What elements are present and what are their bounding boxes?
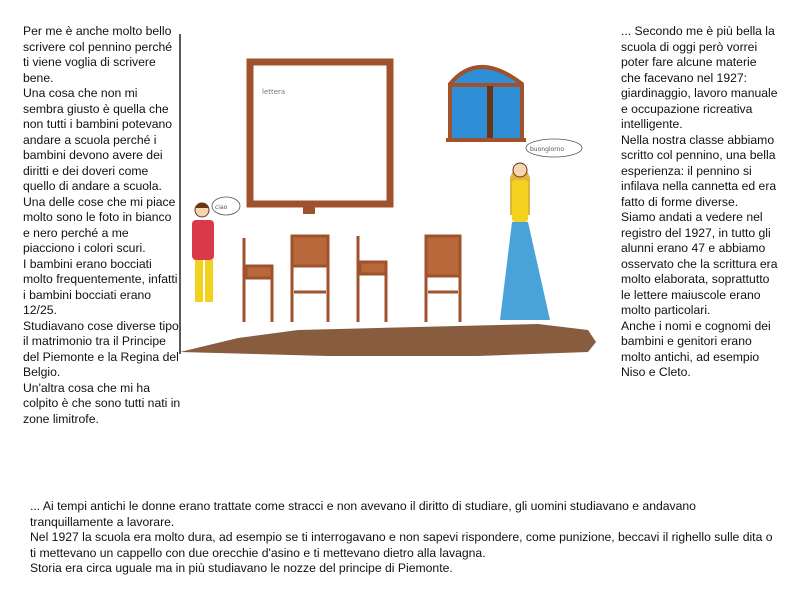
left-paragraph: Una delle cose che mi piace molto sono le foto in bianco e nero perché a me piacciono i colori scuri. bbox=[23, 194, 176, 255]
left-paragraph: I bambini erano bocciati molto frequentemente, infatti i bambini bocciati erano 12/25. bbox=[23, 256, 178, 317]
right-paragraph: Siamo andati a vedere nel registro del 1927, in tutto gli alunni erano 47 e abbiamo osservato che la scrittura era molto elaborata, soprattutto le lettere maiuscole erano molto particolari. bbox=[621, 210, 778, 317]
floor bbox=[180, 324, 596, 356]
right-paragraph: Anche i nomi e cognomi dei bambini e genitori erano molto antichi, ad esempio Niso e Cleto. bbox=[621, 318, 771, 379]
blackboard-icon bbox=[250, 62, 390, 214]
right-paragraph: Nella nostra classe abbiamo scritto col pennino, una bella esperienza: il pennino si infilava nella cannetta ed era fatto di forme diverse. bbox=[621, 132, 777, 209]
left-text-column bbox=[23, 24, 181, 427]
chair-icon bbox=[244, 238, 272, 322]
boy-figure bbox=[192, 197, 240, 302]
chair-icon bbox=[426, 236, 460, 322]
bottom-paragraph: Storia era circa uguale ma in più studiavano le nozze del principe di Piemonte. bbox=[30, 561, 453, 575]
chair-icon bbox=[292, 236, 328, 322]
svg-text:ciao: ciao bbox=[215, 204, 228, 211]
bottom-text bbox=[30, 499, 780, 577]
window-icon bbox=[446, 67, 526, 142]
bottom-paragraph: Nel 1927 la scuola era molto dura, ad esempio se ti interrogavano e non sapevi rispondere, come punizione, beccavi il righello sulle dita o ti mettevano un cappello con due orecchie d'asino e ti mettevano dietro alla lavagna. bbox=[30, 530, 773, 560]
right-paragraph: ... Secondo me è più bella la scuola di oggi però vorrei poter fare alcune materie che facevano nel 1927: giardinaggio, lavoro manuale e occupazione ricreativa intelligente. bbox=[621, 24, 778, 131]
right-text-column bbox=[621, 24, 779, 381]
left-paragraph: Per me è anche molto bello scrivere col pennino perché ti viene voglia di scrivere bene. bbox=[23, 24, 173, 85]
blackboard-text: lettera bbox=[262, 88, 286, 96]
classroom-drawing bbox=[178, 30, 618, 360]
bottom-paragraph: ... Ai tempi antichi le donne erano trattate come stracci e non avevano il diritto di studiare, gli uomini studiavano e andavano tranquillamente a lavorare. bbox=[30, 499, 696, 529]
chair-icon bbox=[358, 236, 386, 322]
svg-text:buongiorno: buongiorno bbox=[530, 146, 565, 153]
left-paragraph: Studiavano cose diverse tipo il matrimonio tra il Principe del Piemonte e la Regina del Belgio. bbox=[23, 318, 179, 379]
teacher-figure bbox=[500, 139, 582, 320]
left-paragraph: Un'altra cosa che mi ha colpito è che sono tutti nati in zone limitrofe. bbox=[23, 380, 181, 426]
left-paragraph: Una cosa che non mi sembra giusto è quella che non tutti i bambini potevano andare a scuola perché i bambini devono avere dei diritti e dei doveri come quello di andare a scuola. bbox=[23, 86, 173, 193]
